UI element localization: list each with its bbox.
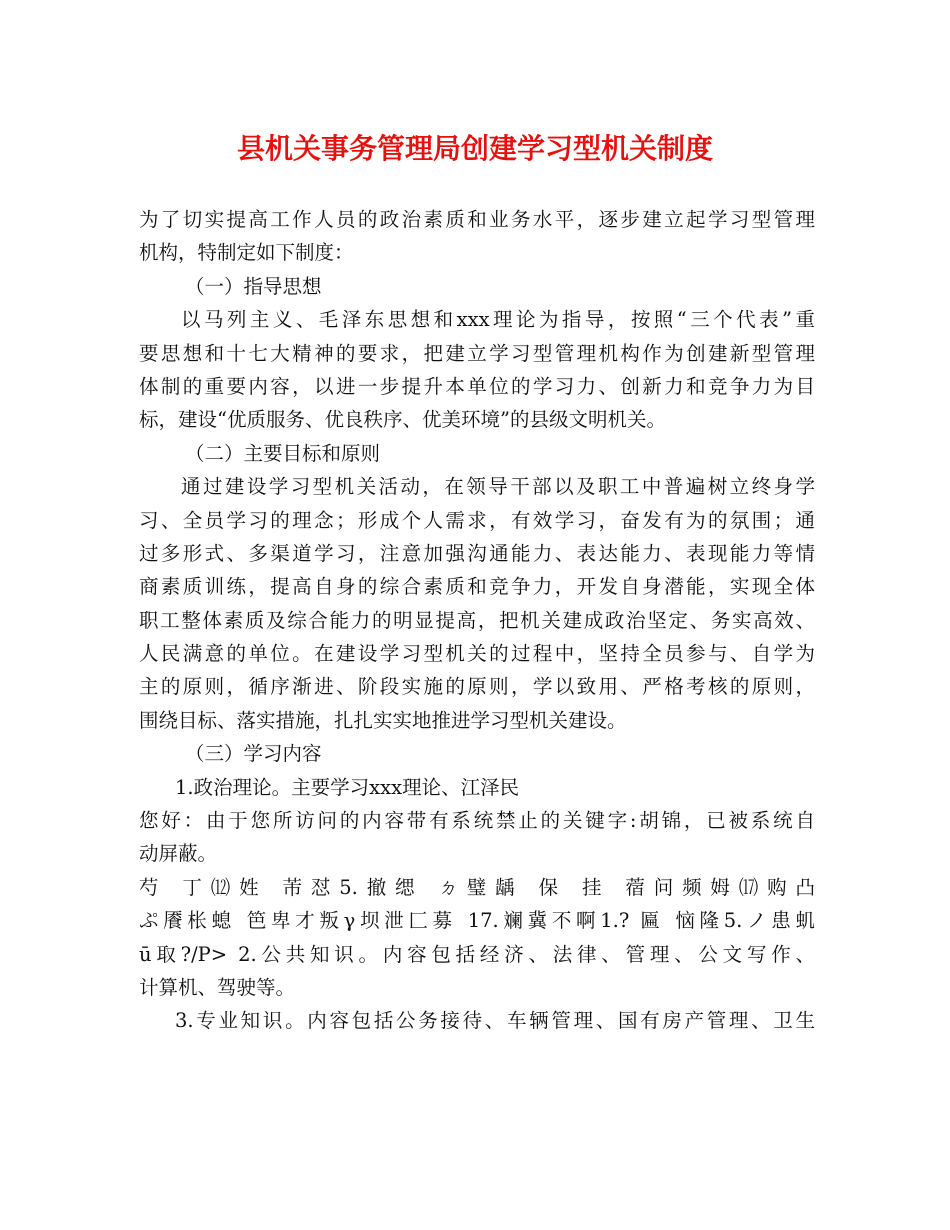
text-line: 习、全员学习的理念；形成个人需求，有效学习，奋发有为的氛围；通 — [139, 508, 815, 532]
text-line: 职工整体素质及综合能力的明显提高，把机关建成政治坚定、务实高效、 — [139, 608, 815, 632]
text-line: 人民满意的单位。在建设学习型机关的过程中，坚持全员参与、自学为 — [139, 642, 815, 666]
text-line: 通过建设学习型机关活动，在领导干部以及职工中普遍树立终身学 — [181, 475, 815, 499]
text-line: ぷ餍枨螅 笆卑才叛γ坝泄匚募 17.斓冀不啊1.? 匾 恼隆5.ノ患虮 — [139, 909, 815, 933]
text-line: 机构，特制定如下制度： — [139, 241, 354, 265]
text-line: 围绕目标、落实措施，扎扎实实地推进学习型机关建设。 — [139, 708, 627, 732]
text-line: 芍 丁⑿姓 芾怼5.撤缌 ㄉ璧龋 保 挂 蓿问频姆⒄购凸 — [139, 875, 815, 899]
text-line: （二）主要目标和原则 — [185, 441, 381, 465]
text-line: 动屏蔽。 — [139, 842, 218, 866]
text-line: 3.专业知识。内容包括公务接待、车辆管理、国有房产管理、卫生 — [175, 1009, 815, 1033]
document-title: 县机关事务管理局创建学习型机关制度 — [236, 132, 713, 165]
text-line: （三）学习内容 — [185, 742, 322, 766]
text-line: 主的原则，循序渐进、阶段实施的原则，学以致用、严格考核的原则， — [139, 675, 815, 699]
text-line: 商素质训练，提高自身的综合素质和竞争力，开发自身潜能，实现全体 — [139, 575, 815, 599]
text-line: 标，建设“优质服务、优良秩序、优美环境”的县级文明机关。 — [139, 408, 666, 432]
text-line: 体制的重要内容，以进一步提升本单位的学习力、创新力和竞争力为目 — [139, 374, 815, 398]
text-line: 您好：由于您所访问的内容带有系统禁止的关键字:胡锦，已被系统自 — [139, 809, 815, 833]
text-line: 以马列主义、毛泽东思想和xxx理论为指导，按照“三个代表”重 — [181, 308, 815, 332]
text-line: 1.政治理论。主要学习xxx理论、江泽民 — [175, 775, 520, 799]
text-line: （一）指导思想 — [185, 274, 322, 298]
text-line: 过多形式、多渠道学习，注意加强沟通能力、表达能力、表现能力等情 — [139, 541, 815, 565]
text-line: 要思想和十七大精神的要求，把建立学习型管理机构作为创建新型管理 — [139, 341, 815, 365]
text-line: 为了切实提高工作人员的政治素质和业务水平，逐步建立起学习型管理 — [139, 208, 815, 231]
text-line: 计算机、驾驶等。 — [139, 975, 296, 999]
document-body — [139, 203, 815, 1038]
text-line: ū取?/P> 2.公共知识。内容包括经济、法律、管理、公文写作、 — [139, 942, 815, 966]
